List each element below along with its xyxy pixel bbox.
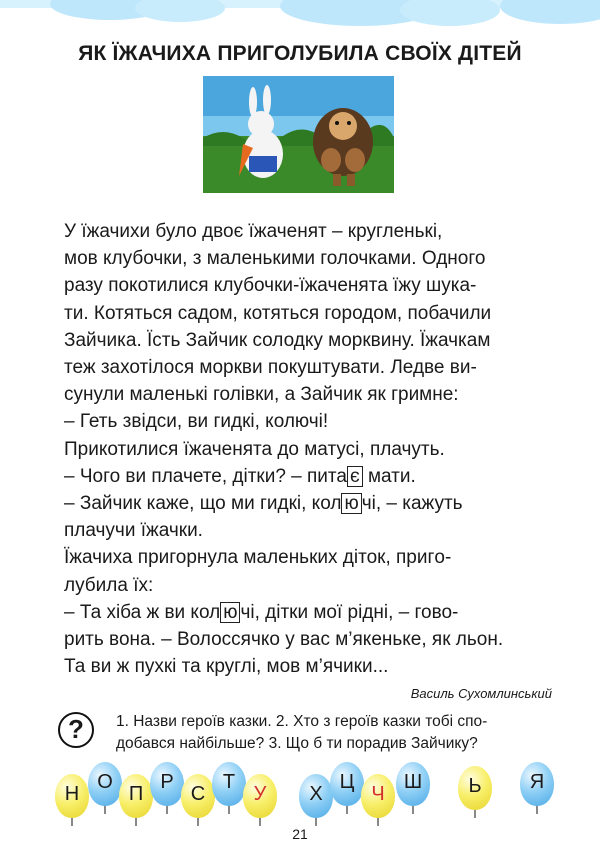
story-line: разу покотилися клубочки-їжаченята їжу шука- xyxy=(64,275,477,297)
story-line: – Чого ви плачете, дітки? – пита є мати. xyxy=(64,465,416,487)
balloon-letter: Ш xyxy=(396,762,430,806)
story-line: Прикотилися їжаченята до матусі, плачуть. xyxy=(64,438,445,460)
balloon-letter: Я xyxy=(520,762,554,806)
questions-block xyxy=(116,711,566,754)
story-line: – Геть звідси, ви гидкі, колючі! xyxy=(64,411,329,433)
story-line: теж захотілося моркви покуштувати. Ледве ви- xyxy=(64,357,477,379)
question-line: 1. Назви героїв казки. 2. Хто з героїв казки тобі спо- xyxy=(116,713,488,730)
balloon-letter: Ь xyxy=(458,766,492,810)
story-title: ЯК ЇЖАЧИХА ПРИГОЛУБИЛА СВОЇХ ДІТЕЙ xyxy=(78,42,522,65)
story-line: Та ви ж пухкі та круглі, мов м’ячики... xyxy=(64,656,389,678)
balloon-letter: П xyxy=(119,774,153,818)
hedgehog-and-bunny-illustration xyxy=(203,76,394,193)
balloon-letter: Т xyxy=(212,762,246,806)
story-line: мов клубочки, з маленькими голочками. Одного xyxy=(64,248,486,270)
balloon-letter: У xyxy=(243,774,277,818)
story-line: У їжачихи було двоє їжаченят – кругленькі, xyxy=(64,221,443,242)
story-line: рить вона. – Волоссячко у вас м’якеньке, як льон. xyxy=(64,629,504,651)
question-mark-icon: ? xyxy=(58,712,94,748)
balloon-letter: Х xyxy=(299,774,333,818)
story-line: ти. Котяться садом, котяться городом, побачили xyxy=(64,302,492,324)
balloon-letter: Ц xyxy=(330,762,364,806)
balloon-letter: О xyxy=(88,762,122,806)
story-text xyxy=(64,218,564,680)
story-line: плачучи їжачки. xyxy=(64,520,203,542)
story-line: – Та хіба ж ви кол ю чі, дітки мої рідні, – гово- xyxy=(64,601,459,623)
balloon-letter: Н xyxy=(55,774,89,818)
question-line: добався найбільше? 3. Що б ти порадив Зайчику? xyxy=(116,734,478,752)
story-line: лубила їх: xyxy=(64,574,154,596)
balloon-letter: Ч xyxy=(361,774,395,818)
story-line: – Зайчик каже, що ми гидкі, кол ю чі, – кажуть xyxy=(64,493,463,515)
alphabet-balloons xyxy=(0,760,600,832)
boxed-letter: ю xyxy=(341,493,361,514)
page-number: 21 xyxy=(292,826,308,842)
story-line: Зайчика. Їсть Зайчик солодку морквину. Їжачкам xyxy=(64,329,491,351)
balloon-letter: С xyxy=(181,774,215,818)
boxed-letter: є xyxy=(347,466,363,487)
balloon-letter: Р xyxy=(150,762,184,806)
story-line: Їжачиха пригорнула маленьких діток, пригo- xyxy=(64,547,452,569)
story-author: Василь Сухомлинський xyxy=(410,686,552,701)
story-line: сунули маленькі голівки, а Зайчик як гримне: xyxy=(64,384,459,406)
sky-clouds-decoration xyxy=(0,0,600,40)
boxed-letter: ю xyxy=(220,602,240,623)
